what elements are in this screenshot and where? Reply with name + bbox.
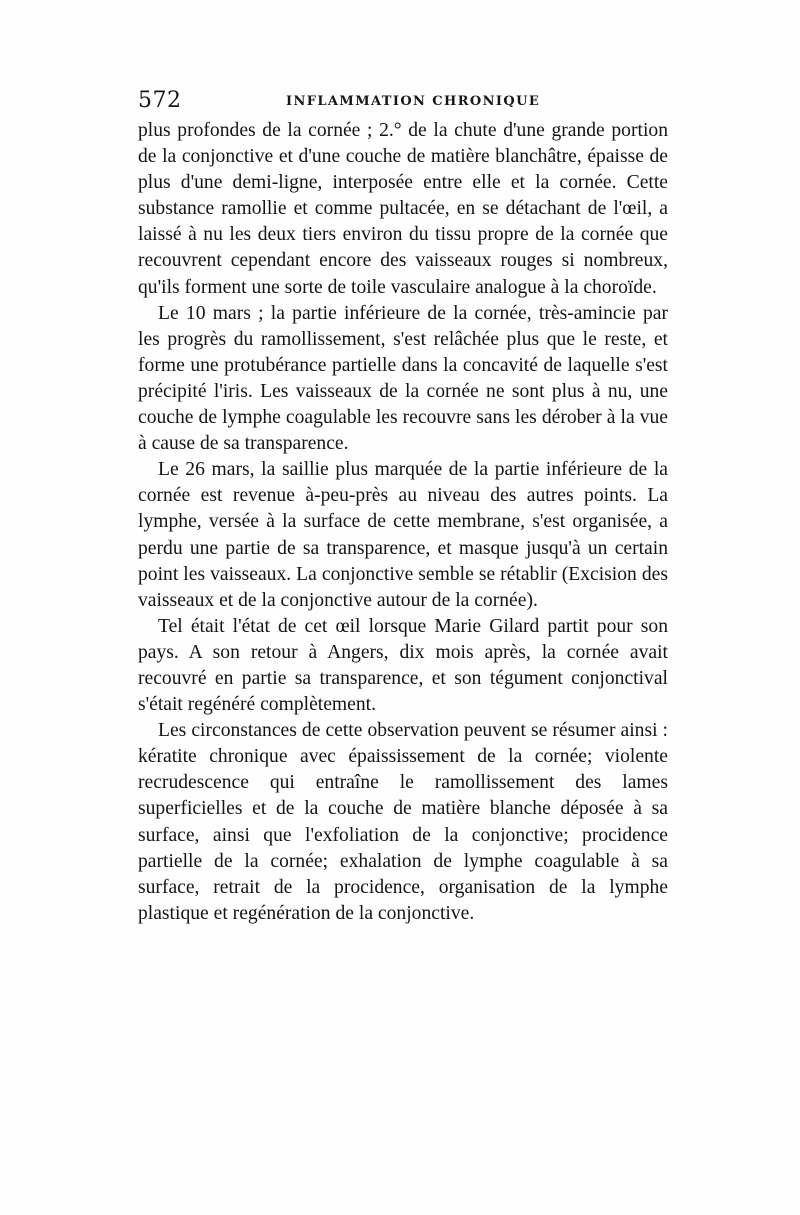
paragraph: Tel était l'état de cet œil lorsque Marie Gilard partit pour son pays. A son retour à Angers, dix mois après, la cornée avait recouvré en partie sa transparence, et son tégument conjonctival s'était regénéré complètement.: [138, 615, 668, 716]
paragraph: plus profondes de la cornée ; 2.° de la chute d'une grande portion de la conjonctive et d'une couche de matière blanchâtre, épaisse de plus d'une demi-ligne, interposée entre elle et la cornée. Cette substance ramollie et comme pultacée, en se détachant de l'œil, a laissé à nu les deux tiers environ du tissu propre de la cornée que recouvrent cependant encore des vaisseaux rouges si nombreux, qu'ils forment une sorte de toile vasculaire analogue à la choroïde.: [138, 120, 668, 298]
running-title: INFLAMMATION CHRONIQUE: [286, 94, 541, 109]
body-text: [138, 118, 668, 927]
paragraph: Le 26 mars, la saillie plus marquée de la partie inférieure de la cornée est revenue à-peu-près au niveau des autres points. La lymphe, versée à la surface de cette membrane, s'est organisée, a perdu une partie de sa transparence, et masque jusqu'à un certain point les vaisseaux. La conjonctive semble se rétablir (Excision des vaisseaux et de la conjonctive autour de la cornée).: [138, 459, 668, 611]
paragraph: Les circonstances de cette observation peuvent se résumer ainsi : kératite chronique avec épaississement de la cornée; violente recrudescence qui entraîne le ramollissement des lames superficielles et de la couche de matière blanche déposée à sa surface, ainsi que l'exfoliation de la conjonctive; procidence partielle de la cornée; exhalation de lymphe coagulable à sa surface, retrait de la procidence, organisation de la lymphe plastique et regénération de la conjonctive.: [138, 720, 668, 924]
paragraph: Le 10 mars ; la partie inférieure de la cornée, très-amincie par les progrès du ramollissement, s'est relâchée plus que le reste, et forme une protubérance partielle dans la concavité de laquelle s'est précipité l'iris. Les vaisseaux de la cornée ne sont plus à nu, une couche de lymphe coagulable les recouvre sans les dérober à la vue à cause de sa transparence.: [138, 302, 668, 455]
page-number: 572: [138, 88, 182, 113]
page-header: [138, 88, 668, 118]
